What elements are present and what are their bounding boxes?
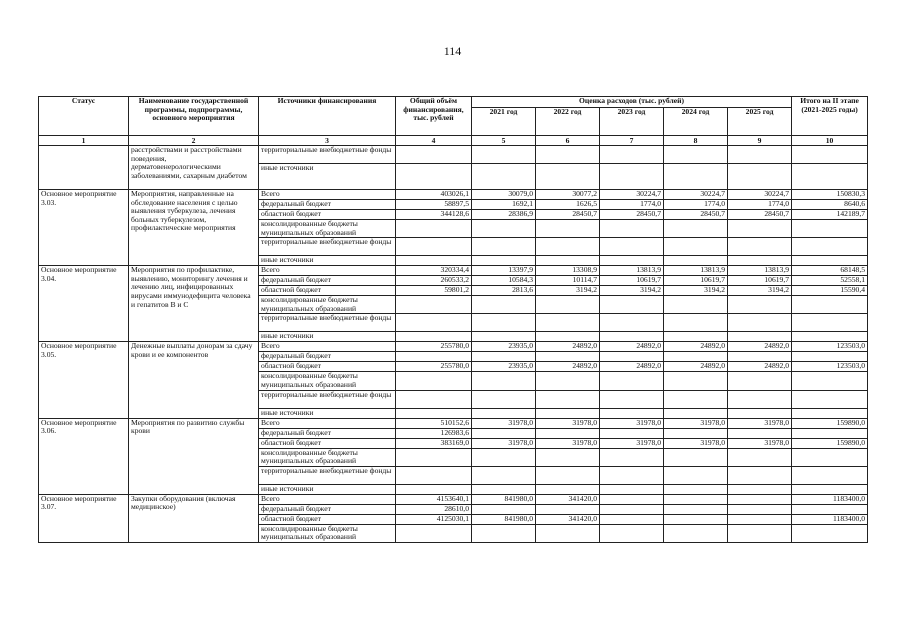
year-value-cell	[664, 372, 728, 390]
year-value-cell	[728, 494, 792, 504]
year-value-cell: 24892,0	[536, 342, 600, 352]
year-value-cell: 30077,2	[536, 190, 600, 200]
header-estimate: Оценка расходов (тыс. рублей)	[472, 97, 792, 108]
total-cell: 403026,1	[396, 190, 472, 200]
year-value-cell: 1774,0	[600, 200, 664, 210]
year-value-cell: 30224,7	[664, 190, 728, 200]
sum-cell	[792, 332, 868, 342]
year-value-cell	[536, 504, 600, 514]
total-cell	[396, 314, 472, 332]
year-value-cell: 10619,7	[600, 276, 664, 286]
year-value-cell: 31978,0	[472, 418, 536, 428]
year-value-cell	[472, 428, 536, 438]
year-value-cell	[728, 256, 792, 266]
year-value-cell	[472, 390, 536, 408]
sum-cell	[792, 466, 868, 484]
year-value-cell: 28450,7	[536, 210, 600, 220]
sum-cell: 123503,0	[792, 362, 868, 372]
year-value-cell: 23935,0	[472, 362, 536, 372]
year-value-cell	[600, 428, 664, 438]
sum-cell	[792, 238, 868, 256]
empty-cell	[728, 164, 792, 190]
total-cell	[396, 408, 472, 418]
source-cell: Всего	[259, 494, 396, 504]
year-value-cell: 10619,7	[728, 276, 792, 286]
total-cell: 28610,0	[396, 504, 472, 514]
year-value-cell	[728, 332, 792, 342]
year-value-cell	[728, 504, 792, 514]
sum-cell	[792, 484, 868, 494]
header-year-2024: 2024 год	[664, 108, 728, 136]
header-year-2022: 2022 год	[536, 108, 600, 136]
year-value-cell: 30224,7	[600, 190, 664, 200]
source-cell: областной бюджет	[259, 514, 396, 524]
year-value-cell: 24892,0	[728, 362, 792, 372]
source-cell: территориальные внебюджетные фонды	[259, 146, 396, 164]
table-row	[39, 418, 868, 428]
col-number: 10	[792, 136, 868, 146]
year-value-cell	[536, 466, 600, 484]
empty-cell	[664, 164, 728, 190]
col-number: 6	[536, 136, 600, 146]
col-number: 3	[259, 136, 396, 146]
total-cell	[396, 332, 472, 342]
year-value-cell	[536, 332, 600, 342]
year-value-cell	[728, 296, 792, 314]
status-cell: Основное мероприятие 3.05.	[39, 342, 129, 418]
year-value-cell: 13813,9	[728, 266, 792, 276]
year-value-cell	[472, 238, 536, 256]
source-cell: федеральный бюджет	[259, 428, 396, 438]
source-cell: иные источники	[259, 484, 396, 494]
empty-cell	[664, 146, 728, 164]
col-number: 9	[728, 136, 792, 146]
year-value-cell	[728, 448, 792, 466]
year-value-cell	[728, 524, 792, 542]
year-value-cell	[664, 352, 728, 362]
year-value-cell: 1774,0	[728, 200, 792, 210]
year-value-cell	[536, 296, 600, 314]
total-cell	[396, 296, 472, 314]
year-value-cell	[536, 238, 600, 256]
total-cell: 383169,0	[396, 438, 472, 448]
year-value-cell: 24892,0	[728, 342, 792, 352]
source-cell: консолидированные бюджеты муниципальных образований	[259, 372, 396, 390]
empty-cell	[536, 164, 600, 190]
header-name: Наименование государственной программы, подпрограммы, основного мероприятия	[129, 97, 259, 136]
name-cell: Закупки оборудования (включая медицинское)	[129, 494, 259, 542]
source-cell: консолидированные бюджеты муниципальных образований	[259, 448, 396, 466]
total-cell: 320334,4	[396, 266, 472, 276]
year-value-cell: 10114,7	[536, 276, 600, 286]
year-value-cell: 28450,7	[600, 210, 664, 220]
year-value-cell	[600, 514, 664, 524]
year-value-cell	[728, 220, 792, 238]
total-cell: 4153640,1	[396, 494, 472, 504]
year-value-cell	[600, 296, 664, 314]
year-value-cell	[472, 352, 536, 362]
year-value-cell: 31978,0	[536, 438, 600, 448]
sum-cell: 8640,6	[792, 200, 868, 210]
year-value-cell	[664, 428, 728, 438]
status-cell: Основное мероприятие 3.06.	[39, 418, 129, 494]
sum-cell: 15590,4	[792, 286, 868, 296]
year-value-cell	[536, 408, 600, 418]
header-total: Общий объём финансирования, тыс. рублей	[396, 97, 472, 136]
empty-cell	[472, 146, 536, 164]
table-row	[39, 342, 868, 352]
year-value-cell: 841980,0	[472, 494, 536, 504]
source-cell: иные источники	[259, 408, 396, 418]
year-value-cell	[536, 314, 600, 332]
source-cell: консолидированные бюджеты муниципальных образований	[259, 524, 396, 542]
year-value-cell: 341420,0	[536, 494, 600, 504]
source-cell: федеральный бюджет	[259, 352, 396, 362]
sum-cell	[792, 390, 868, 408]
year-value-cell: 31978,0	[728, 418, 792, 428]
year-value-cell: 2813,6	[472, 286, 536, 296]
total-cell	[396, 238, 472, 256]
year-value-cell	[600, 238, 664, 256]
year-value-cell	[600, 494, 664, 504]
year-value-cell	[472, 256, 536, 266]
col-number: 8	[664, 136, 728, 146]
year-value-cell: 31978,0	[472, 438, 536, 448]
year-value-cell: 31978,0	[664, 418, 728, 428]
year-value-cell	[536, 448, 600, 466]
year-value-cell	[472, 296, 536, 314]
year-value-cell	[536, 390, 600, 408]
year-value-cell	[472, 332, 536, 342]
empty-cell	[600, 164, 664, 190]
total-cell	[396, 390, 472, 408]
source-cell: иные источники	[259, 256, 396, 266]
status-cell: Основное мероприятие 3.03.	[39, 190, 129, 266]
table-row	[39, 494, 868, 504]
year-value-cell: 31978,0	[600, 438, 664, 448]
empty-cell	[792, 164, 868, 190]
source-cell: федеральный бюджет	[259, 276, 396, 286]
year-value-cell	[600, 314, 664, 332]
year-value-cell: 341420,0	[536, 514, 600, 524]
year-value-cell	[600, 484, 664, 494]
year-value-cell	[728, 466, 792, 484]
year-value-cell	[664, 390, 728, 408]
year-value-cell: 1626,5	[536, 200, 600, 210]
year-value-cell: 13308,9	[536, 266, 600, 276]
year-value-cell: 31978,0	[664, 438, 728, 448]
total-cell	[396, 484, 472, 494]
year-value-cell: 10619,7	[664, 276, 728, 286]
source-cell: Всего	[259, 190, 396, 200]
total-cell: 255780,0	[396, 362, 472, 372]
year-value-cell	[536, 256, 600, 266]
status-cell	[39, 146, 129, 190]
year-value-cell	[600, 448, 664, 466]
year-value-cell	[664, 408, 728, 418]
year-value-cell	[600, 352, 664, 362]
header-sources: Источники финансирования	[259, 97, 396, 136]
year-value-cell: 3194,2	[536, 286, 600, 296]
empty-cell	[600, 146, 664, 164]
total-cell: 255780,0	[396, 342, 472, 352]
year-value-cell: 24892,0	[664, 362, 728, 372]
empty-cell	[472, 164, 536, 190]
year-value-cell	[664, 314, 728, 332]
year-value-cell: 30224,7	[728, 190, 792, 200]
source-cell: территориальные внебюджетные фонды	[259, 390, 396, 408]
year-value-cell	[664, 332, 728, 342]
year-value-cell	[664, 220, 728, 238]
header-final-total: Итого на II этапе (2021-2025 годы)	[792, 97, 868, 136]
sum-cell	[792, 256, 868, 266]
year-value-cell	[664, 448, 728, 466]
name-cell: Мероприятия по профилактике, выявлению, мониторингу лечения и лечению лиц, инфицированных вирусами иммунодефицита человека и гепатитов В и С	[129, 266, 259, 342]
year-value-cell: 3194,2	[664, 286, 728, 296]
year-value-cell	[728, 390, 792, 408]
sum-cell: 159890,0	[792, 418, 868, 428]
year-value-cell: 28450,7	[728, 210, 792, 220]
sum-cell: 159890,0	[792, 438, 868, 448]
source-cell: консолидированные бюджеты муниципальных образований	[259, 296, 396, 314]
total-cell	[396, 372, 472, 390]
source-cell: иные источники	[259, 164, 396, 190]
year-value-cell	[472, 408, 536, 418]
year-value-cell	[728, 314, 792, 332]
sum-cell: 52558,1	[792, 276, 868, 286]
budget-table	[38, 96, 868, 543]
year-value-cell	[728, 484, 792, 494]
col-number: 2	[129, 136, 259, 146]
year-value-cell	[600, 524, 664, 542]
year-value-cell: 30079,0	[472, 190, 536, 200]
total-cell	[396, 256, 472, 266]
year-value-cell	[472, 372, 536, 390]
empty-cell	[536, 146, 600, 164]
year-value-cell: 31978,0	[536, 418, 600, 428]
year-value-cell: 1774,0	[664, 200, 728, 210]
year-value-cell	[600, 408, 664, 418]
status-cell: Основное мероприятие 3.04.	[39, 266, 129, 342]
year-value-cell	[728, 372, 792, 390]
sum-cell: 1183400,0	[792, 514, 868, 524]
year-value-cell: 1692,1	[472, 200, 536, 210]
total-cell: 126983,6	[396, 428, 472, 438]
year-value-cell: 3194,2	[728, 286, 792, 296]
year-value-cell	[536, 524, 600, 542]
year-value-cell: 10584,3	[472, 276, 536, 286]
year-value-cell	[472, 220, 536, 238]
year-value-cell	[664, 238, 728, 256]
source-cell: иные источники	[259, 332, 396, 342]
header-year-2025: 2025 год	[728, 108, 792, 136]
sum-cell: 150830,3	[792, 190, 868, 200]
year-value-cell: 841980,0	[472, 514, 536, 524]
source-cell: территориальные внебюджетные фонды	[259, 466, 396, 484]
sum-cell: 142189,7	[792, 210, 868, 220]
total-cell	[396, 448, 472, 466]
year-value-cell	[600, 372, 664, 390]
column-numbers-row	[39, 136, 868, 146]
sum-cell: 123503,0	[792, 342, 868, 352]
sum-cell	[792, 352, 868, 362]
total-cell: 58897,5	[396, 200, 472, 210]
year-value-cell: 24892,0	[600, 362, 664, 372]
year-value-cell	[472, 484, 536, 494]
total-cell: 260533,2	[396, 276, 472, 286]
name-cell: расстройствами и расстройствами поведения, дерматовенерологическими заболеваниями, сахарным диабетом	[129, 146, 259, 190]
sum-cell	[792, 428, 868, 438]
total-cell: 344128,6	[396, 210, 472, 220]
year-value-cell	[600, 220, 664, 238]
year-value-cell	[664, 504, 728, 514]
sum-cell	[792, 524, 868, 542]
sum-cell	[792, 372, 868, 390]
year-value-cell: 13813,9	[600, 266, 664, 276]
year-value-cell	[664, 524, 728, 542]
total-cell	[396, 352, 472, 362]
year-value-cell	[728, 514, 792, 524]
empty-cell	[396, 164, 472, 190]
source-cell: территориальные внебюджетные фонды	[259, 238, 396, 256]
year-value-cell	[600, 390, 664, 408]
sum-cell: 1183400,0	[792, 494, 868, 504]
name-cell: Мероприятия по развитию службы крови	[129, 418, 259, 494]
col-number: 5	[472, 136, 536, 146]
year-value-cell: 31978,0	[600, 418, 664, 428]
year-value-cell: 28450,7	[664, 210, 728, 220]
header-status: Статус	[39, 97, 129, 136]
source-cell: областной бюджет	[259, 286, 396, 296]
total-cell	[396, 466, 472, 484]
year-value-cell	[664, 494, 728, 504]
year-value-cell	[536, 372, 600, 390]
year-value-cell: 13397,9	[472, 266, 536, 276]
source-cell: областной бюджет	[259, 438, 396, 448]
year-value-cell	[728, 428, 792, 438]
year-value-cell	[728, 238, 792, 256]
year-value-cell	[600, 332, 664, 342]
page-number: 114	[443, 44, 462, 58]
source-cell: консолидированные бюджеты муниципальных образований	[259, 220, 396, 238]
header-year-2021: 2021 год	[472, 108, 536, 136]
year-value-cell	[600, 504, 664, 514]
year-value-cell	[472, 448, 536, 466]
col-number: 7	[600, 136, 664, 146]
year-value-cell	[600, 466, 664, 484]
total-cell: 4125030,1	[396, 514, 472, 524]
name-cell: Денежные выплаты донорам за сдачу крови и ее компонентов	[129, 342, 259, 418]
source-cell: Всего	[259, 342, 396, 352]
source-cell: территориальные внебюджетные фонды	[259, 314, 396, 332]
empty-cell	[792, 146, 868, 164]
sum-cell	[792, 448, 868, 466]
year-value-cell	[472, 504, 536, 514]
total-cell: 59801,2	[396, 286, 472, 296]
table-body	[39, 146, 868, 543]
total-cell	[396, 220, 472, 238]
year-value-cell: 13813,9	[664, 266, 728, 276]
year-value-cell	[600, 256, 664, 266]
source-cell: областной бюджет	[259, 362, 396, 372]
year-value-cell	[536, 484, 600, 494]
empty-cell	[728, 146, 792, 164]
header-year-2023: 2023 год	[600, 108, 664, 136]
total-cell	[396, 524, 472, 542]
year-value-cell	[664, 466, 728, 484]
empty-cell	[396, 146, 472, 164]
year-value-cell	[728, 408, 792, 418]
sum-cell	[792, 220, 868, 238]
year-value-cell	[472, 466, 536, 484]
year-value-cell	[472, 314, 536, 332]
year-value-cell	[536, 220, 600, 238]
table-row	[39, 190, 868, 200]
year-value-cell	[664, 296, 728, 314]
col-number: 1	[39, 136, 129, 146]
year-value-cell: 23935,0	[472, 342, 536, 352]
year-value-cell	[536, 352, 600, 362]
source-cell: Всего	[259, 266, 396, 276]
sum-cell	[792, 408, 868, 418]
source-cell: федеральный бюджет	[259, 200, 396, 210]
year-value-cell	[472, 524, 536, 542]
sum-cell	[792, 314, 868, 332]
year-value-cell: 24892,0	[664, 342, 728, 352]
year-value-cell	[664, 514, 728, 524]
year-value-cell	[664, 484, 728, 494]
sum-cell	[792, 296, 868, 314]
sum-cell: 68148,5	[792, 266, 868, 276]
year-value-cell: 3194,2	[600, 286, 664, 296]
year-value-cell: 24892,0	[600, 342, 664, 352]
year-value-cell: 24892,0	[536, 362, 600, 372]
year-value-cell	[664, 256, 728, 266]
source-cell: областной бюджет	[259, 210, 396, 220]
name-cell: Мероприятия, направленные на обследование населения с целью выявления туберкулеза, лечения больных туберкулезом, профилактические мероприятия	[129, 190, 259, 266]
table-row	[39, 146, 868, 164]
status-cell: Основное мероприятие 3.07.	[39, 494, 129, 542]
source-cell: федеральный бюджет	[259, 504, 396, 514]
source-cell: Всего	[259, 418, 396, 428]
year-value-cell: 31978,0	[728, 438, 792, 448]
table-row	[39, 266, 868, 276]
year-value-cell: 28386,9	[472, 210, 536, 220]
year-value-cell	[536, 428, 600, 438]
year-value-cell	[728, 352, 792, 362]
total-cell: 510152,6	[396, 418, 472, 428]
col-number: 4	[396, 136, 472, 146]
sum-cell	[792, 504, 868, 514]
